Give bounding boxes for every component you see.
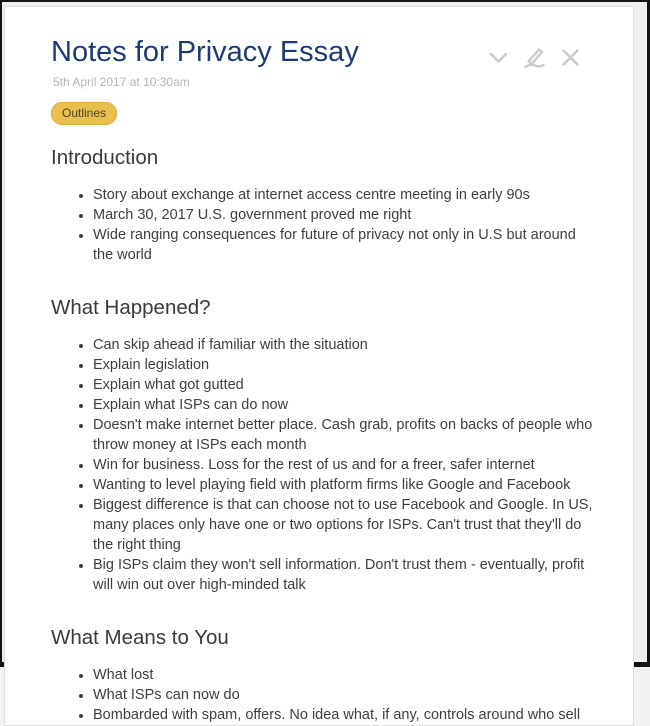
edit-pencil-icon[interactable] [522, 45, 547, 70]
bullet-list [51, 335, 593, 595]
bullet-item: • Win for business. Loss for the rest of us and for a freer, safer internet [93, 455, 593, 475]
bullet-item: • Story about exchange at internet access centre meeting in early 90s [93, 185, 593, 205]
bullet-item: • Can skip ahead if familiar with the situation [93, 335, 593, 355]
note-section [51, 625, 593, 725]
bullet-item: • March 30, 2017 U.S. government proved me right [93, 205, 593, 225]
section-heading: What Happened? [51, 296, 211, 319]
bullet-item: • Explain what ISPs can do now [93, 395, 593, 415]
bullet-item: • Wanting to level playing field with platform firms like Google and Facebook [93, 475, 593, 495]
bullet-item: • What lost [93, 665, 593, 685]
bullet-list [51, 185, 593, 265]
bullet-item: • What ISPs can now do [93, 685, 593, 705]
bullet-item: • Biggest difference is that can choose not to use Facebook and Google. In US, many places only have one or two options for ISPs. Can't trust that they'll do the right thing [93, 495, 593, 555]
section-heading: Introduction [51, 146, 159, 169]
note-timestamp: 5th April 2017 at 10:30am [53, 75, 190, 89]
note-card [4, 6, 634, 726]
tag-row [51, 102, 593, 125]
bullet-list [51, 665, 593, 725]
note-section [51, 145, 593, 265]
bullet-item: • Big ISPs claim they won't sell information. Don't trust them - eventually, profit will win out over high-minded talk [93, 555, 593, 595]
section-heading: What Means to You [51, 626, 229, 649]
bullet-item: • Bombarded with spam, offers. No idea what, if any, controls around who sell [93, 705, 593, 725]
bullet-item: • Explain what got gutted [93, 375, 593, 395]
note-title: Notes for Privacy Essay [51, 36, 359, 68]
bullet-item: • Wide ranging consequences for future of privacy not only in U.S but around the world [93, 225, 593, 265]
note-content [5, 7, 633, 725]
chevron-down-icon[interactable] [486, 45, 511, 70]
note-section [51, 295, 593, 595]
close-icon[interactable] [558, 45, 583, 70]
tag-outlines[interactable]: Outlines [51, 102, 117, 125]
bullet-item: • Explain legislation [93, 355, 593, 375]
bullet-item: • Doesn't make internet better place. Cash grab, profits on backs of people who throw money at ISPs each month [93, 415, 593, 455]
note-sections [51, 145, 593, 725]
note-toolbar [486, 45, 583, 70]
